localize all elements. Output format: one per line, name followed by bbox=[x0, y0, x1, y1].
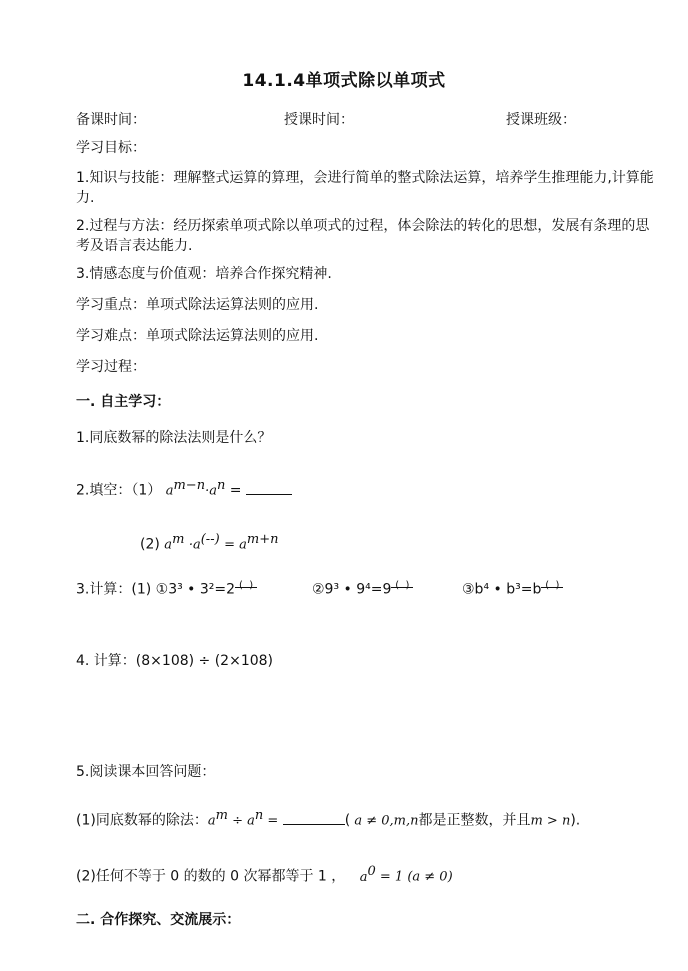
exponent-blank[interactable]: ( ) bbox=[235, 576, 257, 588]
difficulty: 学习难点：单项式除法运算法则的应用. bbox=[76, 328, 319, 344]
question-5-1: (1)同底数幂的除法：$a^m \div a^n$ = ( a ≠ 0,m,n都是正整数，并且m > n). bbox=[76, 808, 581, 829]
section-cooperation: 二. 合作探究、交流展示： bbox=[76, 912, 241, 928]
page-title: 14.1.4单项式除以单项式 bbox=[242, 71, 446, 91]
question-3-item2: ②9³ • 9⁴=9 ( ) bbox=[312, 576, 413, 600]
question-3-item1: 3.计算：(1) ①3³ • 3²=2 ( ) bbox=[76, 576, 257, 600]
objective-3: 3.情感态度与价值观：培养合作探究精神. bbox=[76, 266, 332, 282]
question-2-part2: (2) $a^m \cdot a^{(--)} = a^{m+n}$ bbox=[140, 532, 279, 553]
prep-time-label: 备课时间： bbox=[76, 112, 146, 128]
objective-2: 2.过程与方法：经历探索单项式除以单项式的过程，体会除法的转化的思想，发展有条理的思考及语言表达能力. bbox=[76, 218, 650, 254]
question-2-part1: 2.填空：（1） $a^{m-n}\cdot a^n$ = bbox=[76, 476, 292, 502]
key-point: 学习重点：单项式除法运算法则的应用. bbox=[76, 297, 319, 313]
process-heading: 学习过程： bbox=[76, 359, 146, 375]
question-4: 4. 计算：(8×108) ÷ (2×108) bbox=[76, 653, 274, 669]
objectives-heading: 学习目标： bbox=[76, 140, 146, 156]
exponent-blank[interactable]: ( ) bbox=[541, 576, 563, 588]
question-5-2: (2)任何不等于 0 的数的 0 次幂都等于 1 ， $a^0 = 1$ (a ≠ 0) bbox=[76, 864, 453, 885]
teach-time-label: 授课时间： bbox=[284, 112, 354, 128]
class-label: 授课班级： bbox=[506, 112, 576, 128]
exponent-blank[interactable]: ( ) bbox=[391, 576, 413, 588]
exponent-blank[interactable]: (--) bbox=[200, 532, 220, 547]
question-1: 1.同底数幂的除法法则是什么？ bbox=[76, 430, 272, 446]
question-3-item3: ③b⁴ • b³=b ( ) bbox=[462, 576, 563, 600]
question-2-label: 2.填空：（1） bbox=[76, 482, 162, 499]
question-5: 5.阅读课本回答问题： bbox=[76, 764, 216, 780]
section-self-study: 一. 自主学习： bbox=[76, 394, 171, 410]
objective-1: 1.知识与技能：理解整式运算的算理，会进行简单的整式除法运算，培养学生推理能力,计算能力. bbox=[76, 170, 654, 206]
answer-blank[interactable] bbox=[246, 480, 292, 495]
answer-blank[interactable] bbox=[283, 810, 345, 825]
